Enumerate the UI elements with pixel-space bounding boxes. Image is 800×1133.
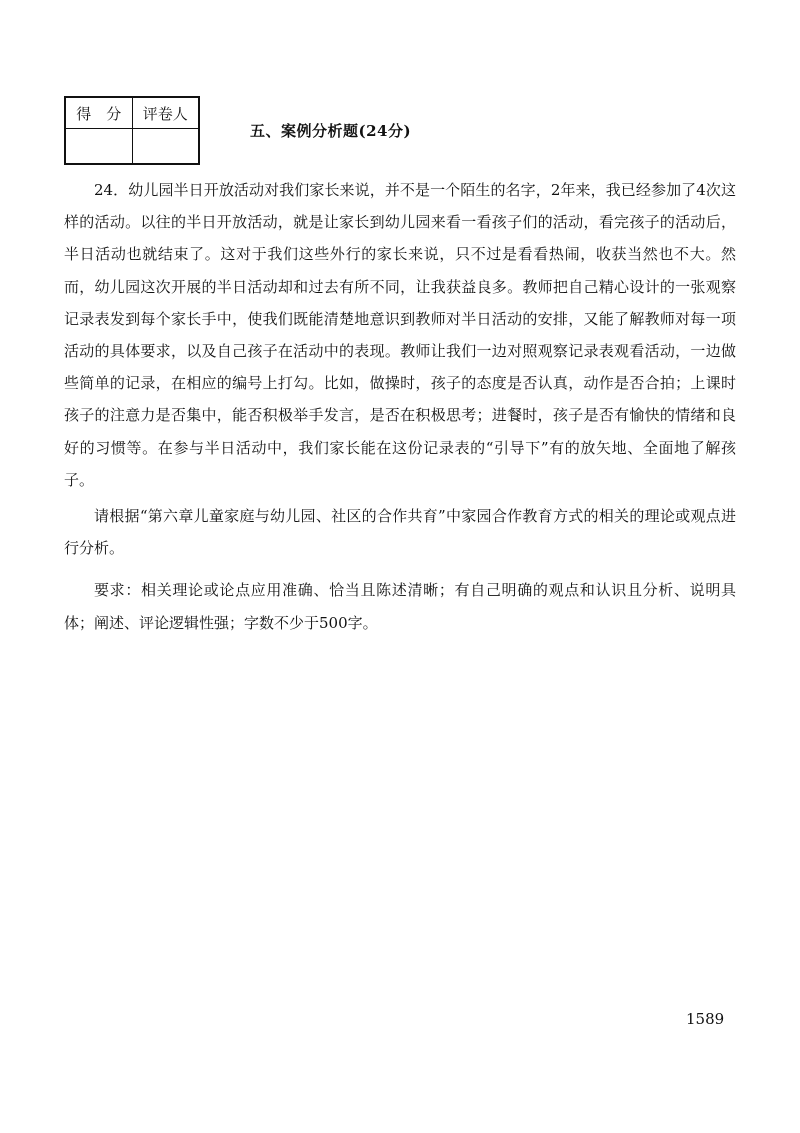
score-table [64, 96, 200, 165]
question-paragraph: 24．幼儿园半日开放活动对我们家长来说，并不是一个陌生的名字，2年来，我已经参加了4次这样的活动。以往的半日开放活动，就是让家长到幼儿园来看一看孩子们的活动，看完孩子的活动后，半日活动也就结束了。这对于我们这些外行的家长来说，只不过是看看热闹，收获当然也不大。然而，幼儿园这次开展的半日活动却和过去有所不同，让我获益良多。教师把自己精心设计的一张观察记录表发到每个家长手中，使我们既能清楚地意识到教师对半日活动的安排，又能了解教师对每一项活动的具体要求，以及自己孩子在活动中的表现。教师让我们一边对照观察记录表观看活动，一边做些简单的记录，在相应的编号上打勾。比如，做操时，孩子的态度是否认真，动作是否合拍；上课时孩子的注意力是否集中，能否积极举手发言，是否在积极思考；进餐时，孩子是否有愉快的情绪和良好的习惯等。在参与半日活动中，我们家长能在这份记录表的“引导下”有的放矢地、全面地了解孩子。 [64, 181, 736, 489]
page-number: 1589 [686, 1010, 725, 1028]
question-requirements: 要求：相关理论或论点应用准确、恰当且陈述清晰；有自己明确的观点和认识且分析、说明具体；阐述、评论逻辑性强；字数不少于500字。 [64, 581, 736, 632]
grader-cell [132, 129, 199, 165]
grader-header: 评卷人 [132, 97, 199, 129]
question-body [64, 174, 736, 639]
question-instruction: 请根据“第六章儿童家庭与幼儿园、社区的合作共育”中家园合作教育方式的相关的理论或观点进行分析。 [64, 507, 736, 558]
score-header: 得 分 [65, 97, 132, 129]
section-title: 五、案例分析题(24分) [250, 122, 412, 140]
score-cell [65, 129, 132, 165]
